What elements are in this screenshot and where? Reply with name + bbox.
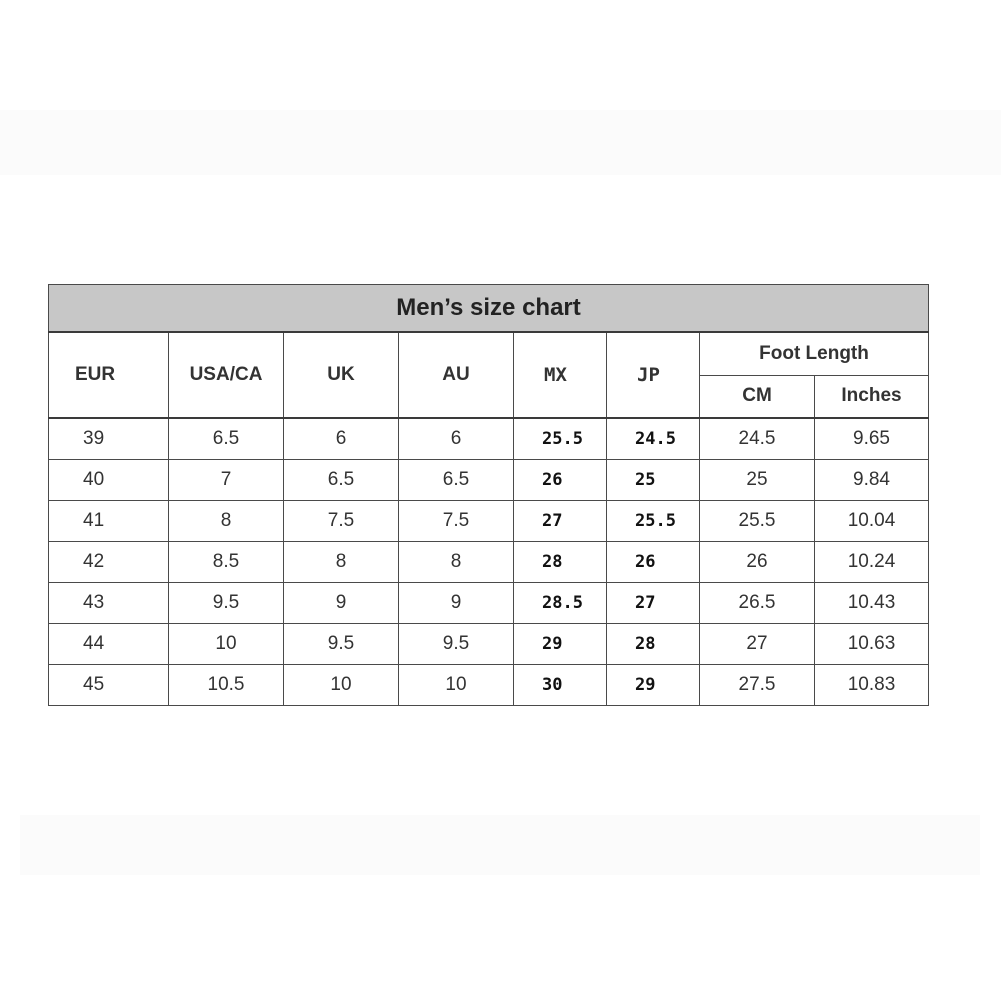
cell-uk: 9.5 — [284, 624, 399, 665]
cell-usa-ca: 7 — [169, 460, 284, 501]
background-band-top — [0, 110, 1001, 175]
cell-usa-ca: 9.5 — [169, 583, 284, 624]
cell-uk: 6 — [284, 418, 399, 460]
cell-inches: 10.83 — [815, 665, 929, 706]
cell-uk: 10 — [284, 665, 399, 706]
cell-mx: 28 — [514, 542, 607, 583]
cell-au: 6 — [399, 418, 514, 460]
background-band-bottom — [20, 815, 980, 875]
cell-eur: 43 — [49, 583, 169, 624]
cell-inches: 10.43 — [815, 583, 929, 624]
cell-eur: 44 — [49, 624, 169, 665]
table-row — [49, 665, 929, 706]
cell-usa-ca: 10 — [169, 624, 284, 665]
cell-cm: 25.5 — [700, 501, 815, 542]
cell-mx: 29 — [514, 624, 607, 665]
table-row — [49, 501, 929, 542]
cell-cm: 25 — [700, 460, 815, 501]
cell-inches: 9.84 — [815, 460, 929, 501]
table-title: Men’s size chart — [49, 285, 929, 333]
cell-au: 9.5 — [399, 624, 514, 665]
table-row — [49, 624, 929, 665]
cell-eur: 41 — [49, 501, 169, 542]
cell-jp: 28 — [607, 624, 700, 665]
cell-au: 7.5 — [399, 501, 514, 542]
cell-jp: 29 — [607, 665, 700, 706]
column-header-cm: CM — [700, 375, 815, 418]
column-header-eur: EUR — [49, 332, 169, 418]
cell-eur: 40 — [49, 460, 169, 501]
cell-mx: 25.5 — [514, 418, 607, 460]
cell-cm: 26 — [700, 542, 815, 583]
cell-jp: 25.5 — [607, 501, 700, 542]
cell-au: 9 — [399, 583, 514, 624]
table-row — [49, 418, 929, 460]
table-body — [49, 418, 929, 706]
cell-jp: 25 — [607, 460, 700, 501]
cell-usa-ca: 6.5 — [169, 418, 284, 460]
cell-usa-ca: 10.5 — [169, 665, 284, 706]
column-header-jp: JP — [607, 332, 700, 418]
table-row — [49, 583, 929, 624]
cell-eur: 39 — [49, 418, 169, 460]
column-header-uk: UK — [284, 332, 399, 418]
cell-inches: 10.63 — [815, 624, 929, 665]
cell-uk: 9 — [284, 583, 399, 624]
cell-mx: 26 — [514, 460, 607, 501]
cell-jp: 27 — [607, 583, 700, 624]
table-row — [49, 460, 929, 501]
cell-uk: 8 — [284, 542, 399, 583]
cell-jp: 26 — [607, 542, 700, 583]
size-chart-table — [48, 284, 929, 706]
cell-au: 6.5 — [399, 460, 514, 501]
cell-usa-ca: 8 — [169, 501, 284, 542]
column-header-mx: MX — [514, 332, 607, 418]
cell-cm: 27.5 — [700, 665, 815, 706]
cell-cm: 24.5 — [700, 418, 815, 460]
cell-usa-ca: 8.5 — [169, 542, 284, 583]
table-row — [49, 542, 929, 583]
cell-inches: 10.24 — [815, 542, 929, 583]
cell-cm: 26.5 — [700, 583, 815, 624]
group-header-foot-length: Foot Length — [700, 332, 929, 375]
cell-uk: 6.5 — [284, 460, 399, 501]
cell-mx: 30 — [514, 665, 607, 706]
cell-inches: 9.65 — [815, 418, 929, 460]
cell-cm: 27 — [700, 624, 815, 665]
column-header-inches: Inches — [815, 375, 929, 418]
cell-au: 10 — [399, 665, 514, 706]
cell-mx: 28.5 — [514, 583, 607, 624]
cell-au: 8 — [399, 542, 514, 583]
cell-mx: 27 — [514, 501, 607, 542]
cell-uk: 7.5 — [284, 501, 399, 542]
cell-inches: 10.04 — [815, 501, 929, 542]
column-header-usa-ca: USA/CA — [169, 332, 284, 418]
cell-jp: 24.5 — [607, 418, 700, 460]
cell-eur: 42 — [49, 542, 169, 583]
cell-eur: 45 — [49, 665, 169, 706]
column-header-au: AU — [399, 332, 514, 418]
